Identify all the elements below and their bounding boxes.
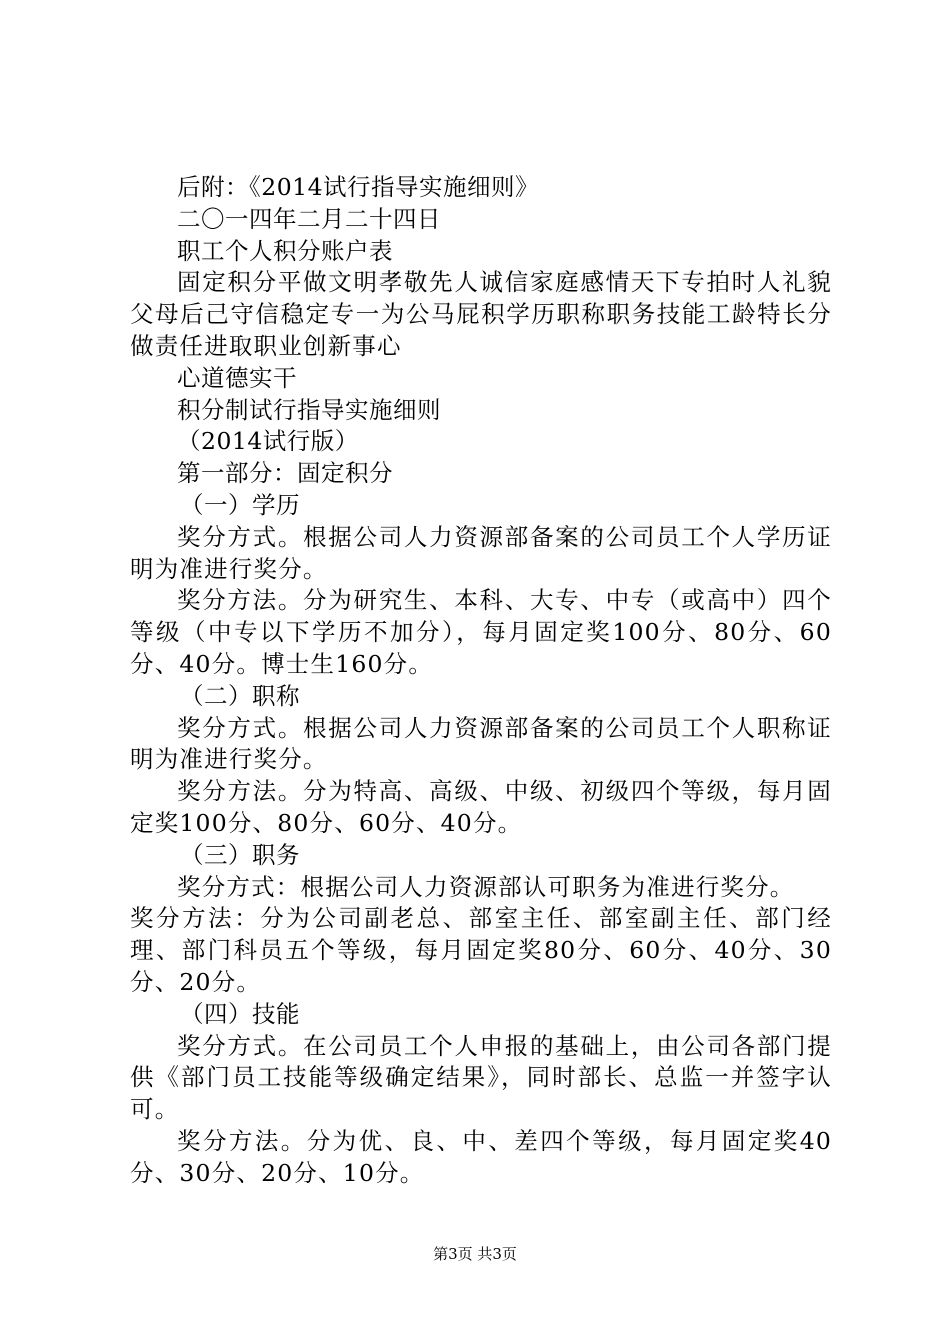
date-line: 二〇一四年二月二十四日 — [177, 204, 441, 233]
skill-method: 奖分方式。在公司员工个人申报的基础上，由公司各部门提供《部门员工技能等级确定结果》，同时部长、总监一并签字认可。 — [130, 1031, 832, 1124]
attachment-line: 后附：《2014试行指导实施细则》 — [177, 173, 540, 201]
table-content-tail: 心道德实干 — [177, 363, 297, 392]
section-heading-position: （三）职务 — [180, 840, 300, 869]
section-heading-skill: （四）技能 — [180, 999, 300, 1028]
education-scoring: 奖分方法。分为研究生、本科、大专、中专（或高中）四个等级（中专以下学历不加分），每月固定奖100分、80分、60分、40分。博士生160分。 — [130, 586, 832, 678]
document-body — [130, 172, 832, 1190]
position-scoring: 奖分方法：分为公司副老总、部室主任、部室副主任、部门经理、部门科员五个等级，每月固定奖80分、60分、40分、30分、20分。 — [130, 904, 832, 996]
section-heading-title: （二）职称 — [180, 681, 300, 710]
table-content: 固定积分平做文明孝敬先人诚信家庭感情天下专拍时人礼貌父母后己守信稳定专一为公马屁积学历职称职务技能工龄特长分做责任进取职业创新事心 — [130, 268, 832, 360]
title-scoring: 奖分方法。分为特高、高级、中级、初级四个等级，每月固定奖100分、80分、60分、40分。 — [130, 777, 832, 837]
part-heading: 第一部分：固定积分 — [177, 459, 393, 488]
table-title: 职工个人积分账户表 — [177, 236, 393, 265]
document-title: 积分制试行指导实施细则 — [177, 395, 441, 424]
document-version: （2014试行版） — [177, 427, 359, 456]
page-footer: 第3页 共3页 — [433, 1245, 517, 1263]
section-heading-education: （一）学历 — [180, 490, 300, 519]
title-method: 奖分方式。根据公司人力资源部备案的公司员工个人职称证明为准进行奖分。 — [130, 713, 832, 774]
skill-scoring: 奖分方法。分为优、良、中、差四个等级，每月固定奖40分、30分、20分、10分。 — [130, 1126, 832, 1187]
position-method: 奖分方式：根据公司人力资源部认可职务为准进行奖分。 — [177, 872, 795, 901]
education-method: 奖分方式。根据公司人力资源部备案的公司员工个人学历证明为准进行奖分。 — [130, 522, 832, 583]
